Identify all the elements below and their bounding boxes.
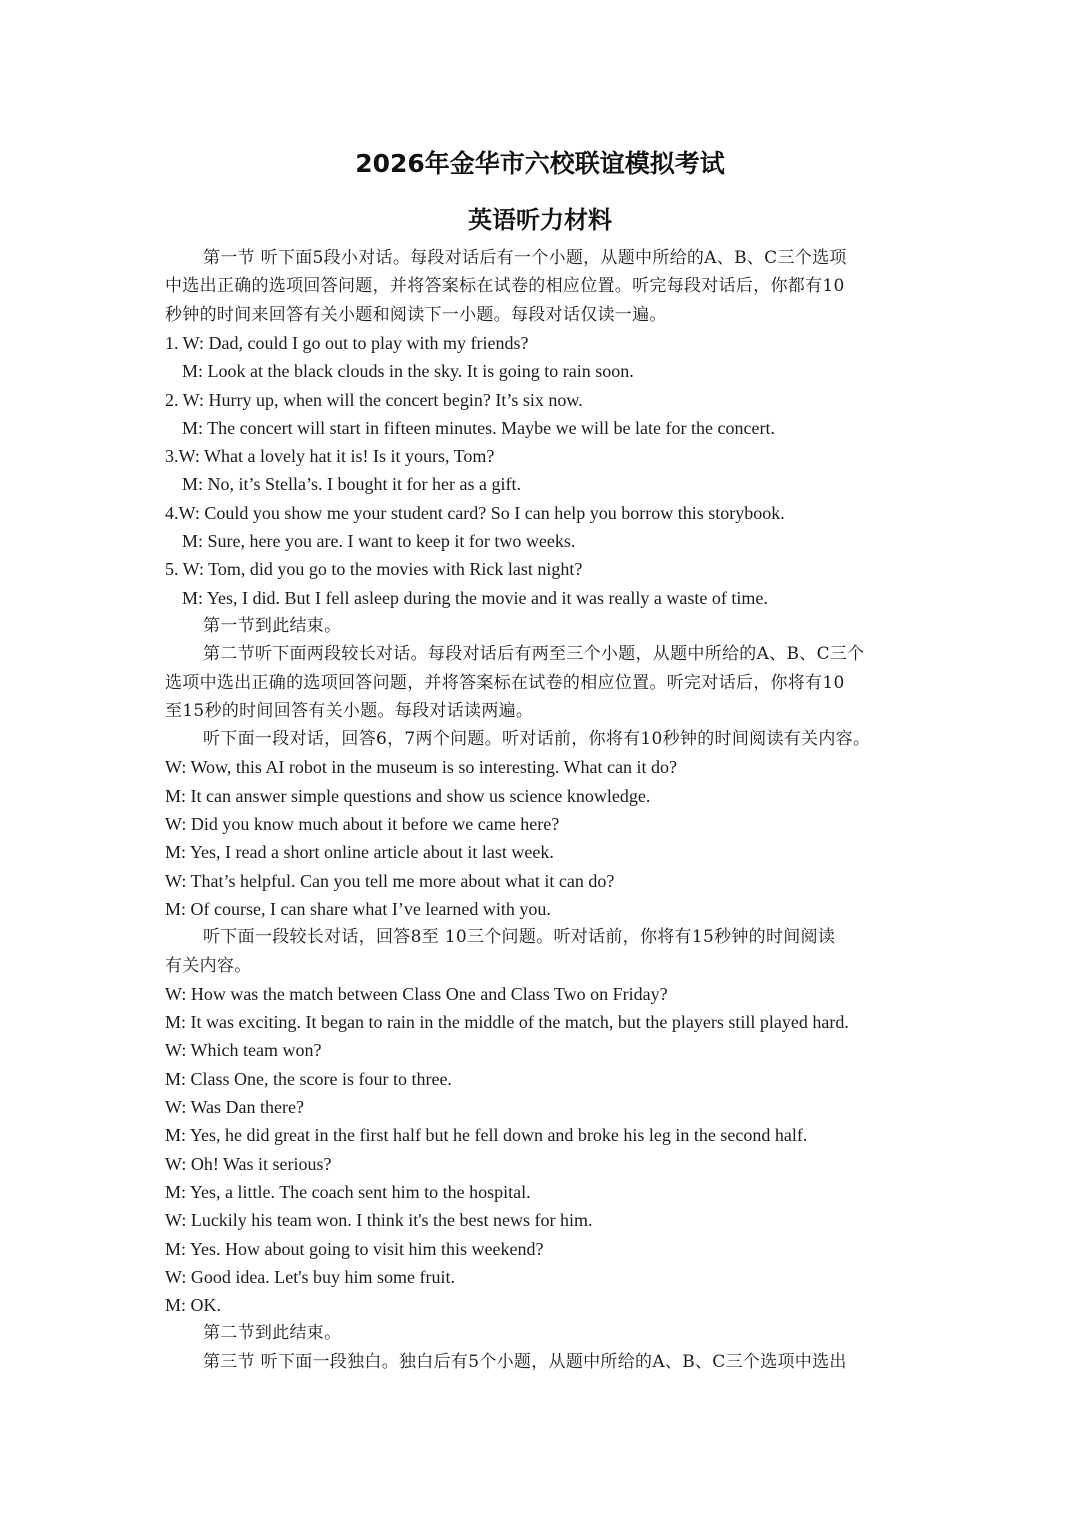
text-line: 秒钟的时间来回答有关小题和阅读下一小题。每段对话仅读一遍。 [165,304,667,325]
text-line: W: Wow, this AI robot in the museum is so interesting. What can it do? [165,757,677,778]
text-line: 5. W: Tom, did you go to the movies with Rick last night? [165,559,583,580]
text-line: W: Good idea. Let's buy him some fruit. [165,1266,456,1287]
text-line: W: Luckily his team won. I think it's the best news for him. [165,1210,593,1231]
text-line: W: That’s helpful. Can you tell me more about what it can do? [165,870,615,891]
text-line: 中选出正确的选项回答问题，并将答案标在试卷的相应位置。听完每段对话后，你都有10 [165,276,845,297]
text-line: 3.W: What a lovely hat it is! Is it yours, Tom? [165,446,495,467]
text-line: 至15秒的时间回答有关小题。每段对话读两遍。 [165,700,534,721]
text-line: 2. W: Hurry up, when will the concert begin? It’s six now. [165,389,583,410]
text-line: 听下面一段较长对话，回答8至 10三个问题。听对话前，你将有15秒钟的时间阅读 [203,927,836,948]
text-line: M: Yes, I read a short online article about it last week. [165,842,554,863]
text-line: 第一节到此结束。 [203,615,342,636]
text-line: 第一节 听下面5段小对话。每段对话后有一个小题，从题中所给的A、B、C三个选项 [203,248,847,268]
text-line: W: Did you know much about it before we came here? [165,814,560,834]
text-line: W: How was the match between Class One and Class Two on Friday? [165,983,668,1004]
text-line: 4.W: Could you show me your student card? So I can help you borrow this storybook. [165,502,785,523]
text-line: 有关内容。 [165,955,252,976]
text-line: M: Of course, I can share what I’ve learned with you. [165,898,551,919]
text-line: W: Was Dan there? [165,1097,304,1117]
text-line: W: Which team won? [165,1040,322,1061]
text-line: M: Look at the black clouds in the sky. It is going to rain soon. [182,361,634,382]
text-line: 听下面一段对话，回答6，7两个问题。听对话前，你将有10秒钟的时间阅读有关内容。 [203,729,871,750]
text-line: M: The concert will start in fifteen minutes. Maybe we will be late for the concert. [182,417,775,438]
text-line: 选项中选出正确的选项回答问题，并将答案标在试卷的相应位置。听完对话后，你将有10 [165,672,845,693]
text-line: M: It was exciting. It began to rain in the middle of the match, but the players still played hard. [165,1012,849,1033]
text-line: M: Yes, I did. But I fell asleep during the movie and it was really a waste of time. [182,587,768,608]
text-line: M: Sure, here you are. I want to keep it for two weeks. [182,531,576,551]
page-subtitle: 英语听力材料 [468,206,612,234]
text-line: M: Yes, he did great in the first half but he fell down and broke his leg in the second half. [165,1125,808,1146]
text-line: 第三节 听下面一段独白。独白后有5个小题，从题中所给的A、B、C三个选项中选出 [203,1351,847,1372]
page-title: 2026年金华市六校联谊模拟考试 [355,149,725,178]
text-line: M: No, it’s Stella’s. I bought it for her as a gift. [182,474,521,495]
text-line: M: Yes, a little. The coach sent him to the hospital. [165,1181,531,1202]
text-line: 第二节到此结束。 [203,1323,342,1344]
text-line: M: It can answer simple questions and show us science knowledge. [165,785,651,806]
text-line: 1. W: Dad, could I go out to play with my friends? [165,332,529,353]
text-line: 第二节听下面两段较长对话。每段对话后有两至三个小题，从题中所给的A、B、C三个 [203,644,865,665]
text-line: M: Class One, the score is four to three. [165,1068,452,1089]
text-line: M: Yes. How about going to visit him this weekend? [165,1238,544,1259]
text-line: W: Oh! Was it serious? [165,1153,332,1174]
text-line: M: OK. [165,1295,222,1316]
